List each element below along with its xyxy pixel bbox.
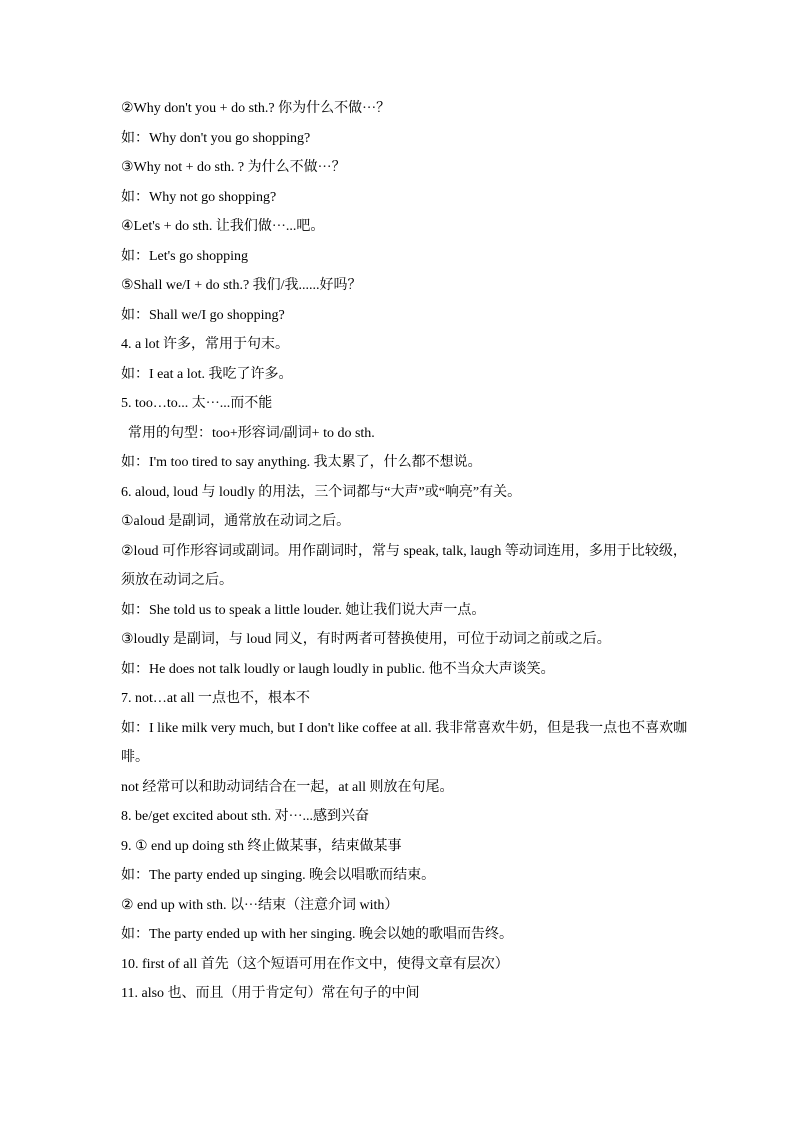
text-line: 如：The party ended up with her singing. 晚会以她的歌唱而告终。: [121, 927, 513, 942]
text-line: ④Let's + do sth. 让我们做···...吧。: [121, 219, 325, 234]
text-line: 如：Let's go shopping: [121, 248, 248, 264]
text-line: 如：Why don't you go shopping?: [121, 130, 311, 146]
heading-line: 6. aloud, loud 与 loudly 的用法，三个词都与“大声”或“响亮”有关。: [121, 484, 522, 500]
heading-line: 8. be/get excited about sth. 对···...感到兴奋: [121, 809, 370, 824]
text-line: 如：The party ended up singing. 晚会以唱歌而结束。: [121, 868, 436, 883]
heading-line: 10. first of all 首先（这个短语可用在作文中，使得文章有层次）: [121, 956, 509, 972]
text-line: 如：She told us to speak a little louder. 她让我们说大声一点。: [121, 602, 486, 618]
text-line: 如：Shall we/I go shopping?: [121, 307, 285, 323]
heading-line: 9. ① end up doing sth 终止做某事，结束做某事: [121, 838, 402, 854]
text-line: ①aloud 是副词，通常放在动词之后。: [121, 514, 351, 529]
document-body: [121, 94, 691, 1009]
heading-line: 11. also 也、而且（用于肯定句）常在句子的中间: [121, 986, 420, 1001]
text-line: 如：He does not talk loudly or laugh loudly in public. 他不当众大声谈笑。: [121, 661, 555, 677]
heading-line: 5. too…to... 太···...而不能: [121, 396, 273, 411]
text-line: 如：I eat a lot. 我吃了许多。: [121, 366, 293, 382]
text-line: ⑤Shall we/I + do sth.? 我们/我......好吗？: [121, 278, 362, 293]
text-line: ②Why don't you + do sth.? 你为什么不做···？: [121, 101, 391, 116]
text-line: 常用的句型：too+形容词/副词+ to do sth.: [128, 425, 375, 441]
text-line: not 经常可以和助动词结合在一起，at all 则放在句尾。: [121, 779, 454, 795]
text-paragraph: 如：I like milk very much, but I don't like coffee at all. 我非常喜欢牛奶，但是我一点也不喜欢咖啡。: [121, 720, 688, 765]
heading-line: 4. a lot 许多，常用于句末。: [121, 337, 289, 352]
text-line: 如：I'm too tired to say anything. 我太累了，什么都不想说。: [121, 455, 482, 470]
text-line: 如：Why not go shopping?: [121, 189, 277, 205]
text-line: ② end up with sth. 以···结束（注意介词 with）: [121, 897, 399, 913]
text-line: ③loudly 是副词，与 loud 同义，有时两者可替换使用，可位于动词之前或之后。: [121, 632, 611, 647]
text-paragraph: ②loud 可作形容词或副词。用作副词时，常与 speak, talk, laugh 等动词连用，多用于比较级，须放在动词之后。: [121, 543, 687, 588]
heading-line: 7. not…at all 一点也不，根本不: [121, 691, 310, 706]
text-line: ③Why not + do sth. ? 为什么不做···？: [121, 160, 346, 175]
